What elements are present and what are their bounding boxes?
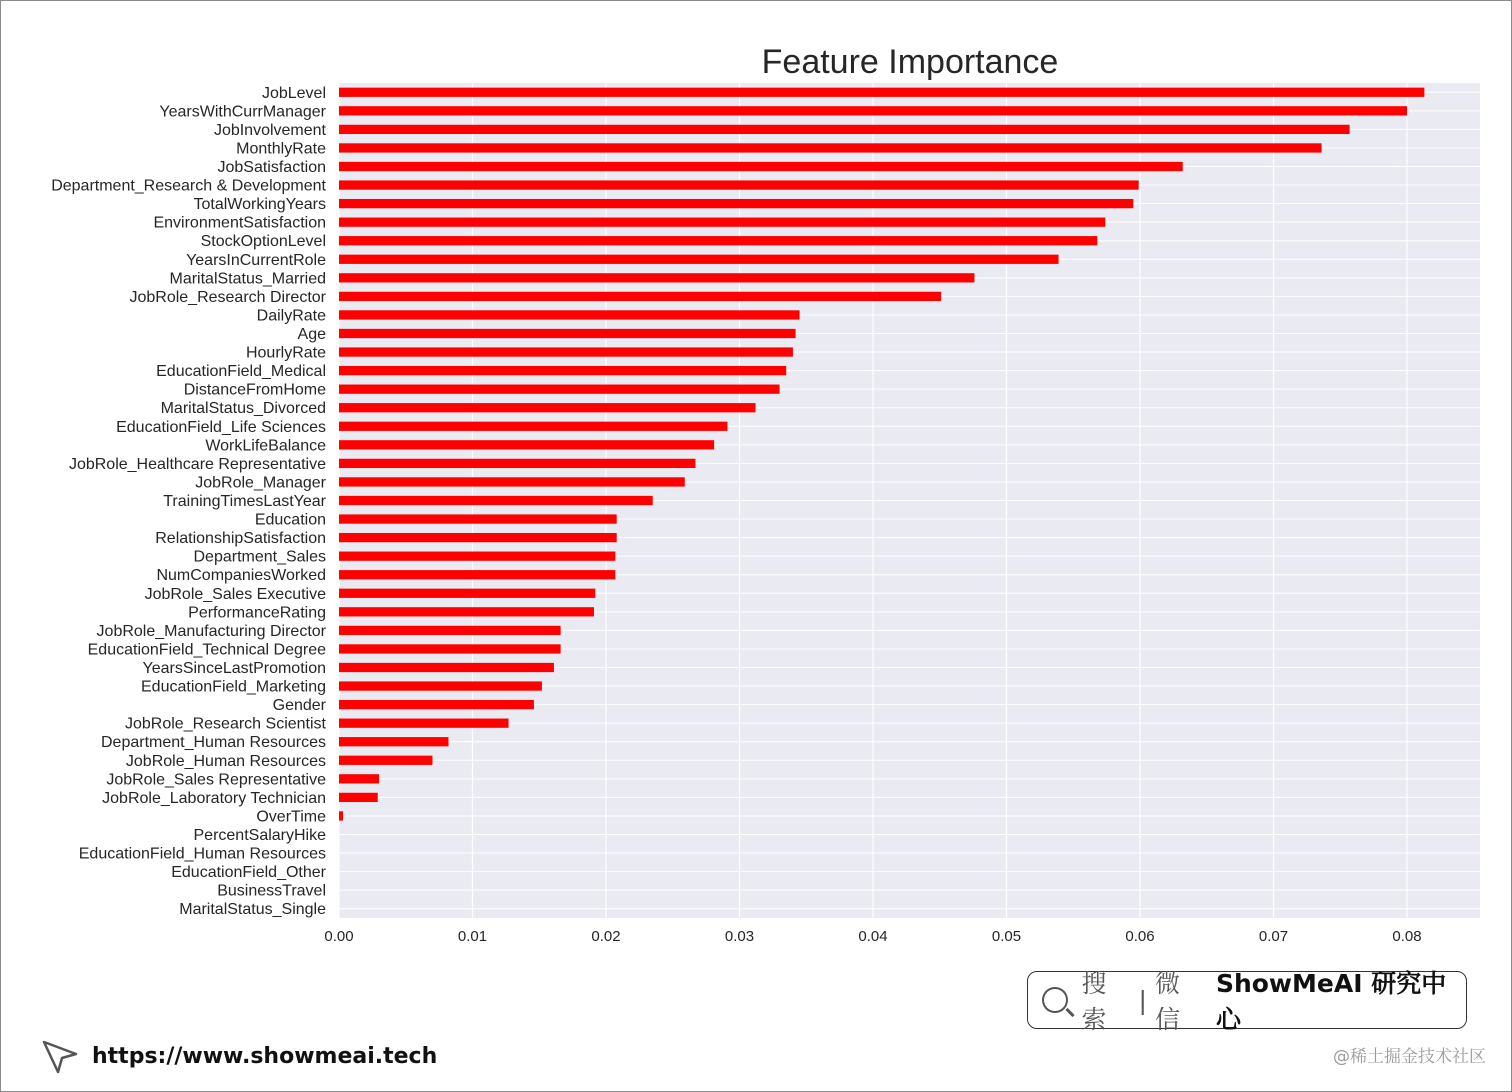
bar bbox=[339, 236, 1097, 245]
bar bbox=[339, 440, 714, 449]
category-labels bbox=[51, 85, 326, 918]
bar bbox=[339, 422, 727, 431]
category-label: YearsSinceLastPromotion bbox=[142, 660, 326, 677]
category-label: Age bbox=[297, 326, 326, 343]
bar bbox=[339, 143, 1322, 152]
category-label: EducationField_Life Sciences bbox=[116, 418, 326, 436]
bar bbox=[339, 218, 1105, 227]
bar bbox=[339, 570, 615, 579]
bar bbox=[339, 514, 617, 523]
bar bbox=[339, 385, 780, 394]
category-label: TrainingTimesLastYear bbox=[163, 493, 326, 510]
category-label: JobRole_Human Resources bbox=[125, 752, 326, 770]
category-label: WorkLifeBalance bbox=[205, 437, 326, 455]
category-label: DailyRate bbox=[256, 307, 326, 325]
category-label: JobLevel bbox=[261, 84, 326, 102]
category-label: Education bbox=[254, 511, 326, 529]
cursor-icon bbox=[40, 1036, 80, 1076]
bar bbox=[339, 180, 1139, 189]
category-label: EducationField_Other bbox=[171, 864, 326, 882]
bar bbox=[339, 644, 561, 653]
bar bbox=[339, 162, 1183, 171]
bar bbox=[339, 681, 542, 690]
category-label: EnvironmentSatisfaction bbox=[153, 214, 326, 232]
category-label: PercentSalaryHike bbox=[193, 827, 326, 844]
x-tick-label: 0.07 bbox=[1258, 928, 1289, 945]
separator: | bbox=[1138, 985, 1147, 1015]
wechat-label: 微信 bbox=[1154, 969, 1180, 1034]
bar bbox=[339, 756, 432, 765]
category-label: MaritalStatus_Single bbox=[179, 901, 326, 919]
bar bbox=[339, 347, 793, 356]
brand-name: ShowMeAI 研究中心 bbox=[1215, 969, 1447, 1034]
category-label: JobRole_Research Director bbox=[129, 288, 326, 306]
category-label: HourlyRate bbox=[245, 344, 326, 362]
category-label: JobRole_Healthcare Representative bbox=[68, 455, 326, 473]
bar bbox=[339, 273, 974, 282]
category-label: JobRole_Manager bbox=[195, 474, 326, 492]
x-tick-label: 0.00 bbox=[324, 928, 354, 945]
bar bbox=[339, 626, 561, 635]
bar bbox=[339, 663, 554, 672]
category-label: EducationField_Human Resources bbox=[78, 845, 326, 863]
category-label: YearsInCurrentRole bbox=[186, 251, 326, 269]
x-tick-label: 0.06 bbox=[1125, 928, 1155, 945]
site-link[interactable] bbox=[40, 1036, 437, 1076]
x-tick-label: 0.04 bbox=[858, 928, 888, 945]
bar bbox=[339, 477, 685, 486]
bar bbox=[339, 719, 509, 728]
bar bbox=[339, 125, 1350, 134]
x-tick-label: 0.01 bbox=[457, 928, 488, 945]
bar bbox=[339, 329, 796, 338]
category-label: Department_Human Resources bbox=[101, 734, 326, 752]
bar bbox=[339, 533, 617, 542]
x-tick-label: 0.03 bbox=[724, 928, 755, 945]
category-label: RelationshipSatisfaction bbox=[155, 530, 326, 548]
bar bbox=[339, 552, 615, 561]
search-badge bbox=[1027, 969, 1467, 1034]
bar bbox=[339, 737, 448, 746]
category-label: OverTime bbox=[256, 808, 326, 826]
bar bbox=[339, 88, 1424, 97]
bar bbox=[339, 589, 595, 598]
category-label: JobRole_Research Scientist bbox=[125, 715, 326, 733]
category-label: BusinessTravel bbox=[217, 882, 326, 900]
category-label: MaritalStatus_Married bbox=[169, 270, 326, 288]
bar bbox=[339, 310, 800, 319]
category-label: JobSatisfaction bbox=[217, 159, 326, 176]
bar bbox=[339, 496, 653, 505]
category-label: JobRole_Sales Representative bbox=[106, 771, 326, 789]
bar bbox=[339, 607, 594, 616]
category-label: NumCompaniesWorked bbox=[156, 567, 326, 585]
category-label: Department_Research & Development bbox=[51, 177, 326, 195]
category-label: EducationField_Technical Degree bbox=[87, 641, 326, 659]
category-label: PerformanceRating bbox=[188, 604, 326, 622]
x-tick-labels bbox=[324, 928, 1421, 945]
category-label: Gender bbox=[272, 697, 326, 715]
bar bbox=[339, 403, 756, 412]
bar bbox=[339, 255, 1059, 264]
bar bbox=[339, 106, 1407, 115]
search-label: 搜索 bbox=[1081, 969, 1107, 1034]
category-label: MonthlyRate bbox=[236, 140, 326, 158]
category-label: JobRole_Laboratory Technician bbox=[102, 789, 326, 807]
bar bbox=[339, 459, 695, 468]
site-url[interactable]: https://www.showmeai.tech bbox=[92, 1043, 438, 1069]
category-label: StockOptionLevel bbox=[200, 233, 326, 251]
bar bbox=[339, 199, 1133, 208]
x-tick-label: 0.05 bbox=[991, 928, 1022, 945]
category-label: JobInvolvement bbox=[213, 121, 326, 139]
category-label: Department_Sales bbox=[193, 548, 326, 566]
bar bbox=[339, 774, 379, 783]
bar bbox=[339, 700, 534, 709]
category-label: EducationField_Medical bbox=[156, 363, 326, 381]
category-label: EducationField_Marketing bbox=[141, 678, 326, 696]
bar bbox=[339, 366, 786, 375]
credit-text: @稀土掘金技术社区 bbox=[1333, 1047, 1486, 1067]
category-label: JobRole_Manufacturing Director bbox=[96, 622, 326, 640]
category-label: JobRole_Sales Executive bbox=[144, 585, 326, 603]
bar bbox=[339, 811, 343, 820]
bar bbox=[339, 793, 378, 802]
category-label: DistanceFromHome bbox=[183, 381, 326, 399]
search-icon bbox=[1042, 987, 1068, 1013]
x-tick-label: 0.08 bbox=[1392, 928, 1422, 945]
category-label: YearsWithCurrManager bbox=[159, 103, 326, 121]
x-tick-label: 0.02 bbox=[591, 928, 621, 945]
chart-title: Feature Importance bbox=[761, 43, 1059, 81]
bar bbox=[339, 292, 941, 301]
category-label: MaritalStatus_Divorced bbox=[160, 400, 326, 418]
category-label: TotalWorkingYears bbox=[193, 196, 326, 214]
